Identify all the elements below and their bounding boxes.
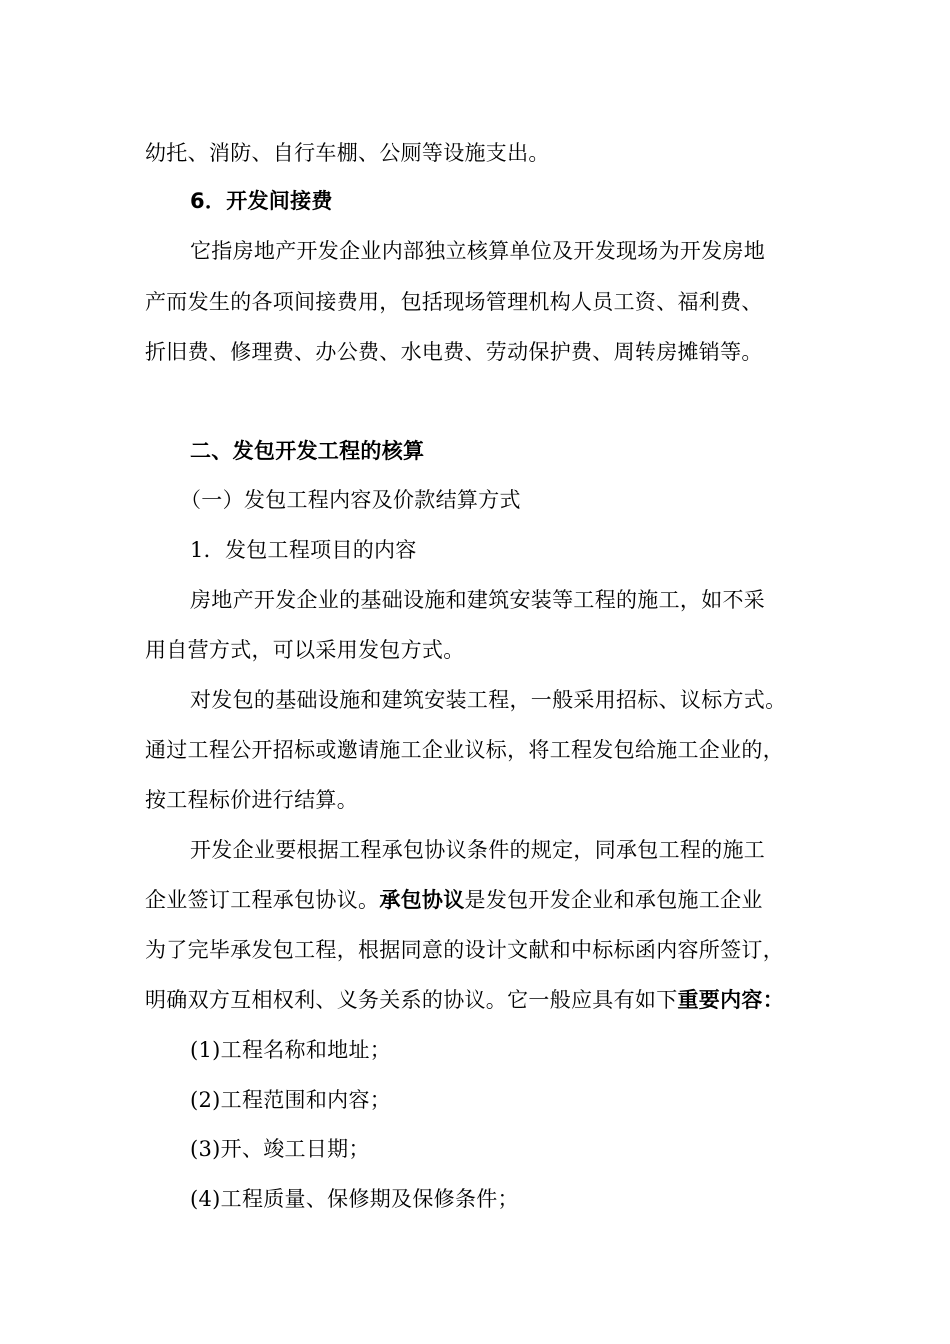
paragraph-line: 它指房地产开发企业内部独立核算单位及开发现场为开发房地 <box>190 239 766 263</box>
paragraph-line: 折旧费、修理费、办公费、水电费、劳动保护费、周转房摊销等。 <box>145 340 763 364</box>
paragraph-line: 房地产开发企业的基础设施和建筑安装等工程的施工，如不采 <box>190 588 766 612</box>
paragraph-line: 产而发生的各项间接费用，包括现场管理机构人员工资、福利费、 <box>145 290 763 314</box>
paragraph-line <box>145 985 784 1015</box>
paragraph-line: 为了完毕承发包工程，根据同意的设计文献和中标标函内容所签订， <box>145 938 784 962</box>
list-item: (1)工程名称和地址； <box>190 1038 392 1062</box>
paragraph-line: 开发企业要根据工程承包协议条件的规定，同承包工程的施工 <box>190 838 766 862</box>
paragraph-line: 通过工程公开招标或邀请施工企业议标，将工程发包给施工企业的， <box>145 738 784 762</box>
subsection-heading: 1．发包工程项目的内容 <box>190 538 417 562</box>
subsection-heading: （一）发包工程内容及价款结算方式 <box>180 488 521 512</box>
paragraph-line: 幼托、消防、自行车棚、公厕等设施支出。 <box>145 141 550 165</box>
section-heading: 6．开发间接费 <box>190 189 333 213</box>
paragraph-text: 企业签订工程承包协议。 <box>145 888 380 912</box>
bold-term: 承包协议 <box>379 888 465 912</box>
bold-term: 重要内容： <box>677 988 784 1012</box>
paragraph-line: 用自营方式，可以采用发包方式。 <box>145 638 465 662</box>
chapter-heading: 二、发包开发工程的核算 <box>190 439 425 463</box>
paragraph-line: 对发包的基础设施和建筑安装工程，一般采用招标、议标方式。 <box>190 688 787 712</box>
list-item: (2)工程范围和内容； <box>190 1088 392 1112</box>
paragraph-text: 明确双方互相权利、义务关系的协议。它一般应具有如下 <box>145 988 678 1012</box>
paragraph-line <box>145 885 763 915</box>
list-item: (3)开、竣工日期； <box>190 1137 370 1161</box>
paragraph-line: 按工程标价进行结算。 <box>145 788 358 812</box>
paragraph-text: 是发包开发企业和承包施工企业 <box>464 888 763 912</box>
list-item: (4)工程质量、保修期及保修条件； <box>190 1187 519 1211</box>
